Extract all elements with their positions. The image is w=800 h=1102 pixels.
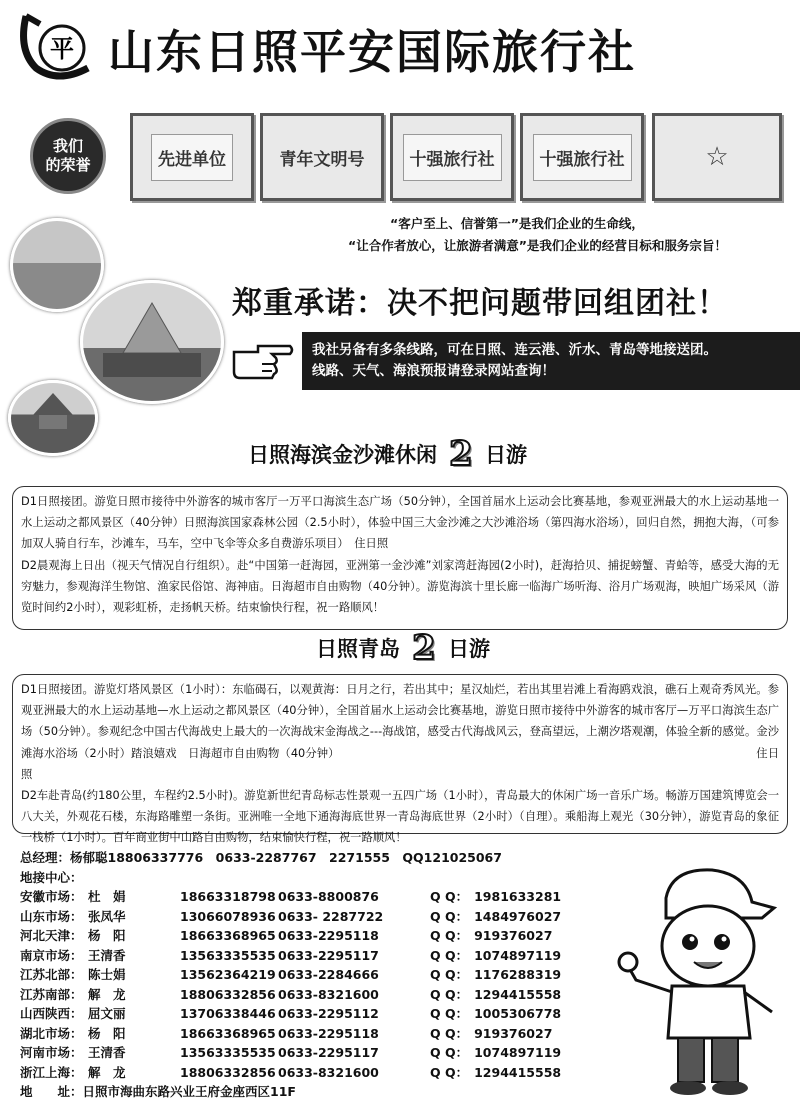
contact-phone: 0633- 2287722	[278, 908, 384, 924]
promise-headline: 郑重承诺：决不把问题带回组团社！	[232, 286, 728, 321]
market-label: 河北天津：	[20, 928, 83, 943]
contact-phone: 0633-2295117	[278, 1045, 379, 1060]
tour2-day1: D1日照接团。游览灯塔风景区（1小时）：东临碣石，以观黄海：日月之行，若出其中；星汉灿烂，若出其里岩滩上看海鸥戏浪，礁石上观奇秀风光。参观亚洲最大的水上运动基地—水上运动之都风景区（40分钟），全国首届水上运动会比赛基地，游览日照市接待中外游客的城市客厅—万平口海滨生态广场（50分钟）。参观纪念中国古代海战史上最大的一次海战宋金海战之---海战馆，感受古代海战风云，登高望远，上潮汐塔观潮，体验全新的感觉。金沙滩海水浴场（2小时）踏浪嬉戏 日海超市自由购物（40分钟） 住日照	[21, 683, 779, 781]
contact-phone: 0633-8800876	[278, 889, 379, 904]
qq-number: 919376027	[474, 928, 553, 943]
contact-mobile: 18806332856	[180, 1064, 276, 1080]
qq-number: 1484976027	[474, 908, 562, 924]
contact-phone: 0633-2295112	[278, 1006, 379, 1021]
contact-phone: 0633-2295117	[278, 947, 379, 963]
contact-mobile: 13562364219	[180, 967, 276, 982]
photo-pavilion	[8, 380, 98, 456]
contact-name: 张凤华	[88, 908, 126, 924]
contact-phone: 0633-2284666	[278, 967, 379, 982]
qq-number: 1005306778	[474, 1006, 562, 1021]
market-label: 湖北市场：	[20, 1025, 83, 1041]
address-label: 地 址：	[20, 1084, 83, 1099]
qq-number: 1074897119	[474, 947, 562, 963]
contact-mobile: 18806332856	[180, 986, 276, 1002]
contact-name: 杨 阳	[88, 928, 126, 943]
contact-qq	[430, 1004, 561, 1024]
contact-name: 陈士娟	[88, 967, 126, 982]
certificate-youth-civilization: 青年文明号	[260, 113, 384, 201]
photo-pyramid	[80, 280, 224, 404]
qq-number: 1074897119	[474, 1045, 562, 1060]
qq-number: 1294415558	[474, 1064, 562, 1080]
qq-label: Q Q：	[430, 889, 469, 904]
contact-qq	[430, 985, 561, 1005]
contact-qq	[430, 926, 552, 946]
contact-name: 屈文丽	[88, 1006, 126, 1021]
contact-qq	[430, 1043, 561, 1063]
qq-number: 1176288319	[474, 967, 562, 982]
slogan-line2: “让合作者放心，让旅游者满意”是我们企业的经营目标和服务宗旨！	[348, 238, 727, 253]
qq-label: Q Q：	[430, 1064, 469, 1080]
contact-name: 杨 阳	[88, 1025, 126, 1041]
reception-center-label: 地接中心：	[20, 869, 83, 885]
contact-phone: 0633-2295118	[278, 1025, 379, 1041]
tour1-title-suffix: 日游	[485, 443, 527, 467]
contact-phone: 0633-2295118	[278, 928, 379, 943]
certificate-advanced-unit: 先进单位	[130, 113, 254, 201]
contact-name: 王清香	[88, 947, 126, 963]
market-label: 南京市场：	[20, 947, 83, 963]
notice-line1: 我社另备有多条线路，可在日照、连云港、沂水、青岛等地接送团。	[312, 342, 717, 358]
agency-title: 山东日照平安国际旅行社	[108, 25, 636, 79]
honor-badge	[30, 118, 106, 194]
contact-mobile: 13706338446	[180, 1006, 276, 1021]
tour2-days: 2	[412, 628, 436, 668]
tour2-heading	[316, 630, 490, 666]
contact-qq	[430, 907, 561, 927]
tour1-day2: D2晨观海上日出（视天气情况自行组织）。赴“中国第一赶海园，亚洲第一金沙滩”刘家湾赶海园(2小时)，赶海拾贝、捕捉螃蟹、青蛤等，感受大海的无穷魅力，参观海洋生物馆、渔家民俗馆、海神庙。日海超市自由购物（40分钟）。游览海滨十里长廊一临海广场听海、浴月广场观海，映旭广场采风（游览时间约2小时），观彩虹桥，走扬帆天桥。结束愉快行程，祝一路顺风！	[21, 558, 779, 615]
contact-name: 解 龙	[88, 1064, 126, 1080]
notice-line2: 线路、天气、海浪预报请登录网站查询！	[312, 363, 555, 379]
tour1-heading	[248, 436, 527, 472]
qq-number: 1981633281	[474, 889, 562, 904]
qq-label: Q Q：	[430, 1025, 469, 1041]
mascot-boy	[612, 862, 788, 1098]
logo-mark: 平	[50, 35, 74, 63]
market-label: 浙江上海：	[20, 1064, 83, 1080]
contact-mobile: 13563335535	[180, 947, 276, 963]
notice-band	[302, 332, 800, 390]
contact-mobile: 18663368965	[180, 1025, 276, 1041]
tour2-title-suffix: 日游	[448, 637, 490, 661]
contact-mobile: 13563335535	[180, 1045, 276, 1060]
market-label: 河南市场：	[20, 1045, 83, 1060]
qq-label: Q Q：	[430, 967, 469, 982]
qq-label: Q Q：	[430, 1045, 469, 1060]
market-label: 江苏北部：	[20, 967, 83, 982]
market-label: 山西陕西：	[20, 1006, 83, 1021]
qq-label: Q Q：	[430, 908, 469, 924]
honor-badge-line1: 我们	[52, 137, 83, 155]
general-manager-line: 总经理：杨郁聪18806337776 0633-2287767 2271555 QQ121025067	[20, 850, 502, 865]
qq-number: 919376027	[474, 1025, 553, 1041]
slogan-line1: “客户至上、信誉第一”是我们企业的生命线，	[390, 216, 644, 231]
address-value: 日照市海曲东路兴业王府金座西区11F	[82, 1084, 296, 1099]
qq-label: Q Q：	[430, 986, 469, 1002]
contact-qq	[430, 1024, 552, 1044]
qq-label: Q Q：	[430, 947, 469, 963]
tour1-day1: D1日照接团。游览日照市接待中外游客的城市客厅一万平口海滨生态广场（50分钟），全国首届水上运动会比赛基地，参观亚洲最大的水上运动基地一水上运动之都风景区（40分钟）日照海滨国家森林公园（2.5小时），体验中国三大金沙滩之大沙滩浴场（第四海水浴场），回归自然，拥抱大海，（可参加双人骑自行车，沙滩车，马车，空中飞伞等众多自费游乐项目） 住日照	[21, 495, 779, 551]
tour1-days: 2	[449, 434, 473, 474]
contact-qq	[430, 965, 561, 985]
contact-qq	[430, 887, 561, 907]
tour1-title-prefix: 日照海滨金沙滩休闲	[248, 443, 437, 467]
certificate-star: ☆	[652, 113, 782, 201]
contact-phone: 0633-8321600	[278, 1064, 379, 1080]
contact-name: 解 龙	[88, 986, 126, 1002]
market-label: 山东市场：	[20, 908, 83, 924]
tour2-itinerary	[12, 674, 788, 845]
contact-name: 王清香	[88, 1045, 126, 1060]
market-label: 安徽市场：	[20, 889, 83, 904]
pointing-hand-icon	[232, 338, 294, 382]
contact-mobile: 18663368965	[180, 928, 276, 943]
tour2-title-prefix: 日照青岛	[316, 637, 400, 661]
contact-name: 杜 娟	[88, 889, 126, 904]
contact-qq	[430, 1063, 561, 1083]
tour1-itinerary	[12, 486, 788, 630]
qq-label: Q Q：	[430, 1006, 469, 1021]
agency-logo	[18, 10, 104, 80]
contact-qq	[430, 946, 561, 966]
contact-phone: 0633-8321600	[278, 986, 379, 1002]
contact-mobile: 13066078936	[180, 908, 276, 924]
honor-badge-line2: 的荣誉	[45, 156, 91, 174]
market-label: 江苏南部：	[20, 986, 83, 1002]
qq-number: 1294415558	[474, 986, 562, 1002]
certificate-top-ten-2: 十强旅行社	[520, 113, 644, 201]
certificate-top-ten-1: 十强旅行社	[390, 113, 514, 201]
tour2-day2: D2车赴青岛(约180公里，车程约2.5小时)。游览新世纪青岛标志性景观一五四广场（1小时），青岛最大的休闲广场一音乐广场。畅游万国建筑博览会一八大关，外观花石楼，东海路雕塑一条街。亚洲唯一全地下通海海底世界一青岛海底世界（2小时）（自理）。乘船海上观光（30分钟），游览青岛的象征一栈桥（1小时）。百年商业街中山路自由购物，结束愉快行程，祝一路顺风！	[21, 789, 779, 845]
contact-mobile: 18663318798	[180, 889, 276, 904]
qq-label: Q Q：	[430, 928, 469, 943]
